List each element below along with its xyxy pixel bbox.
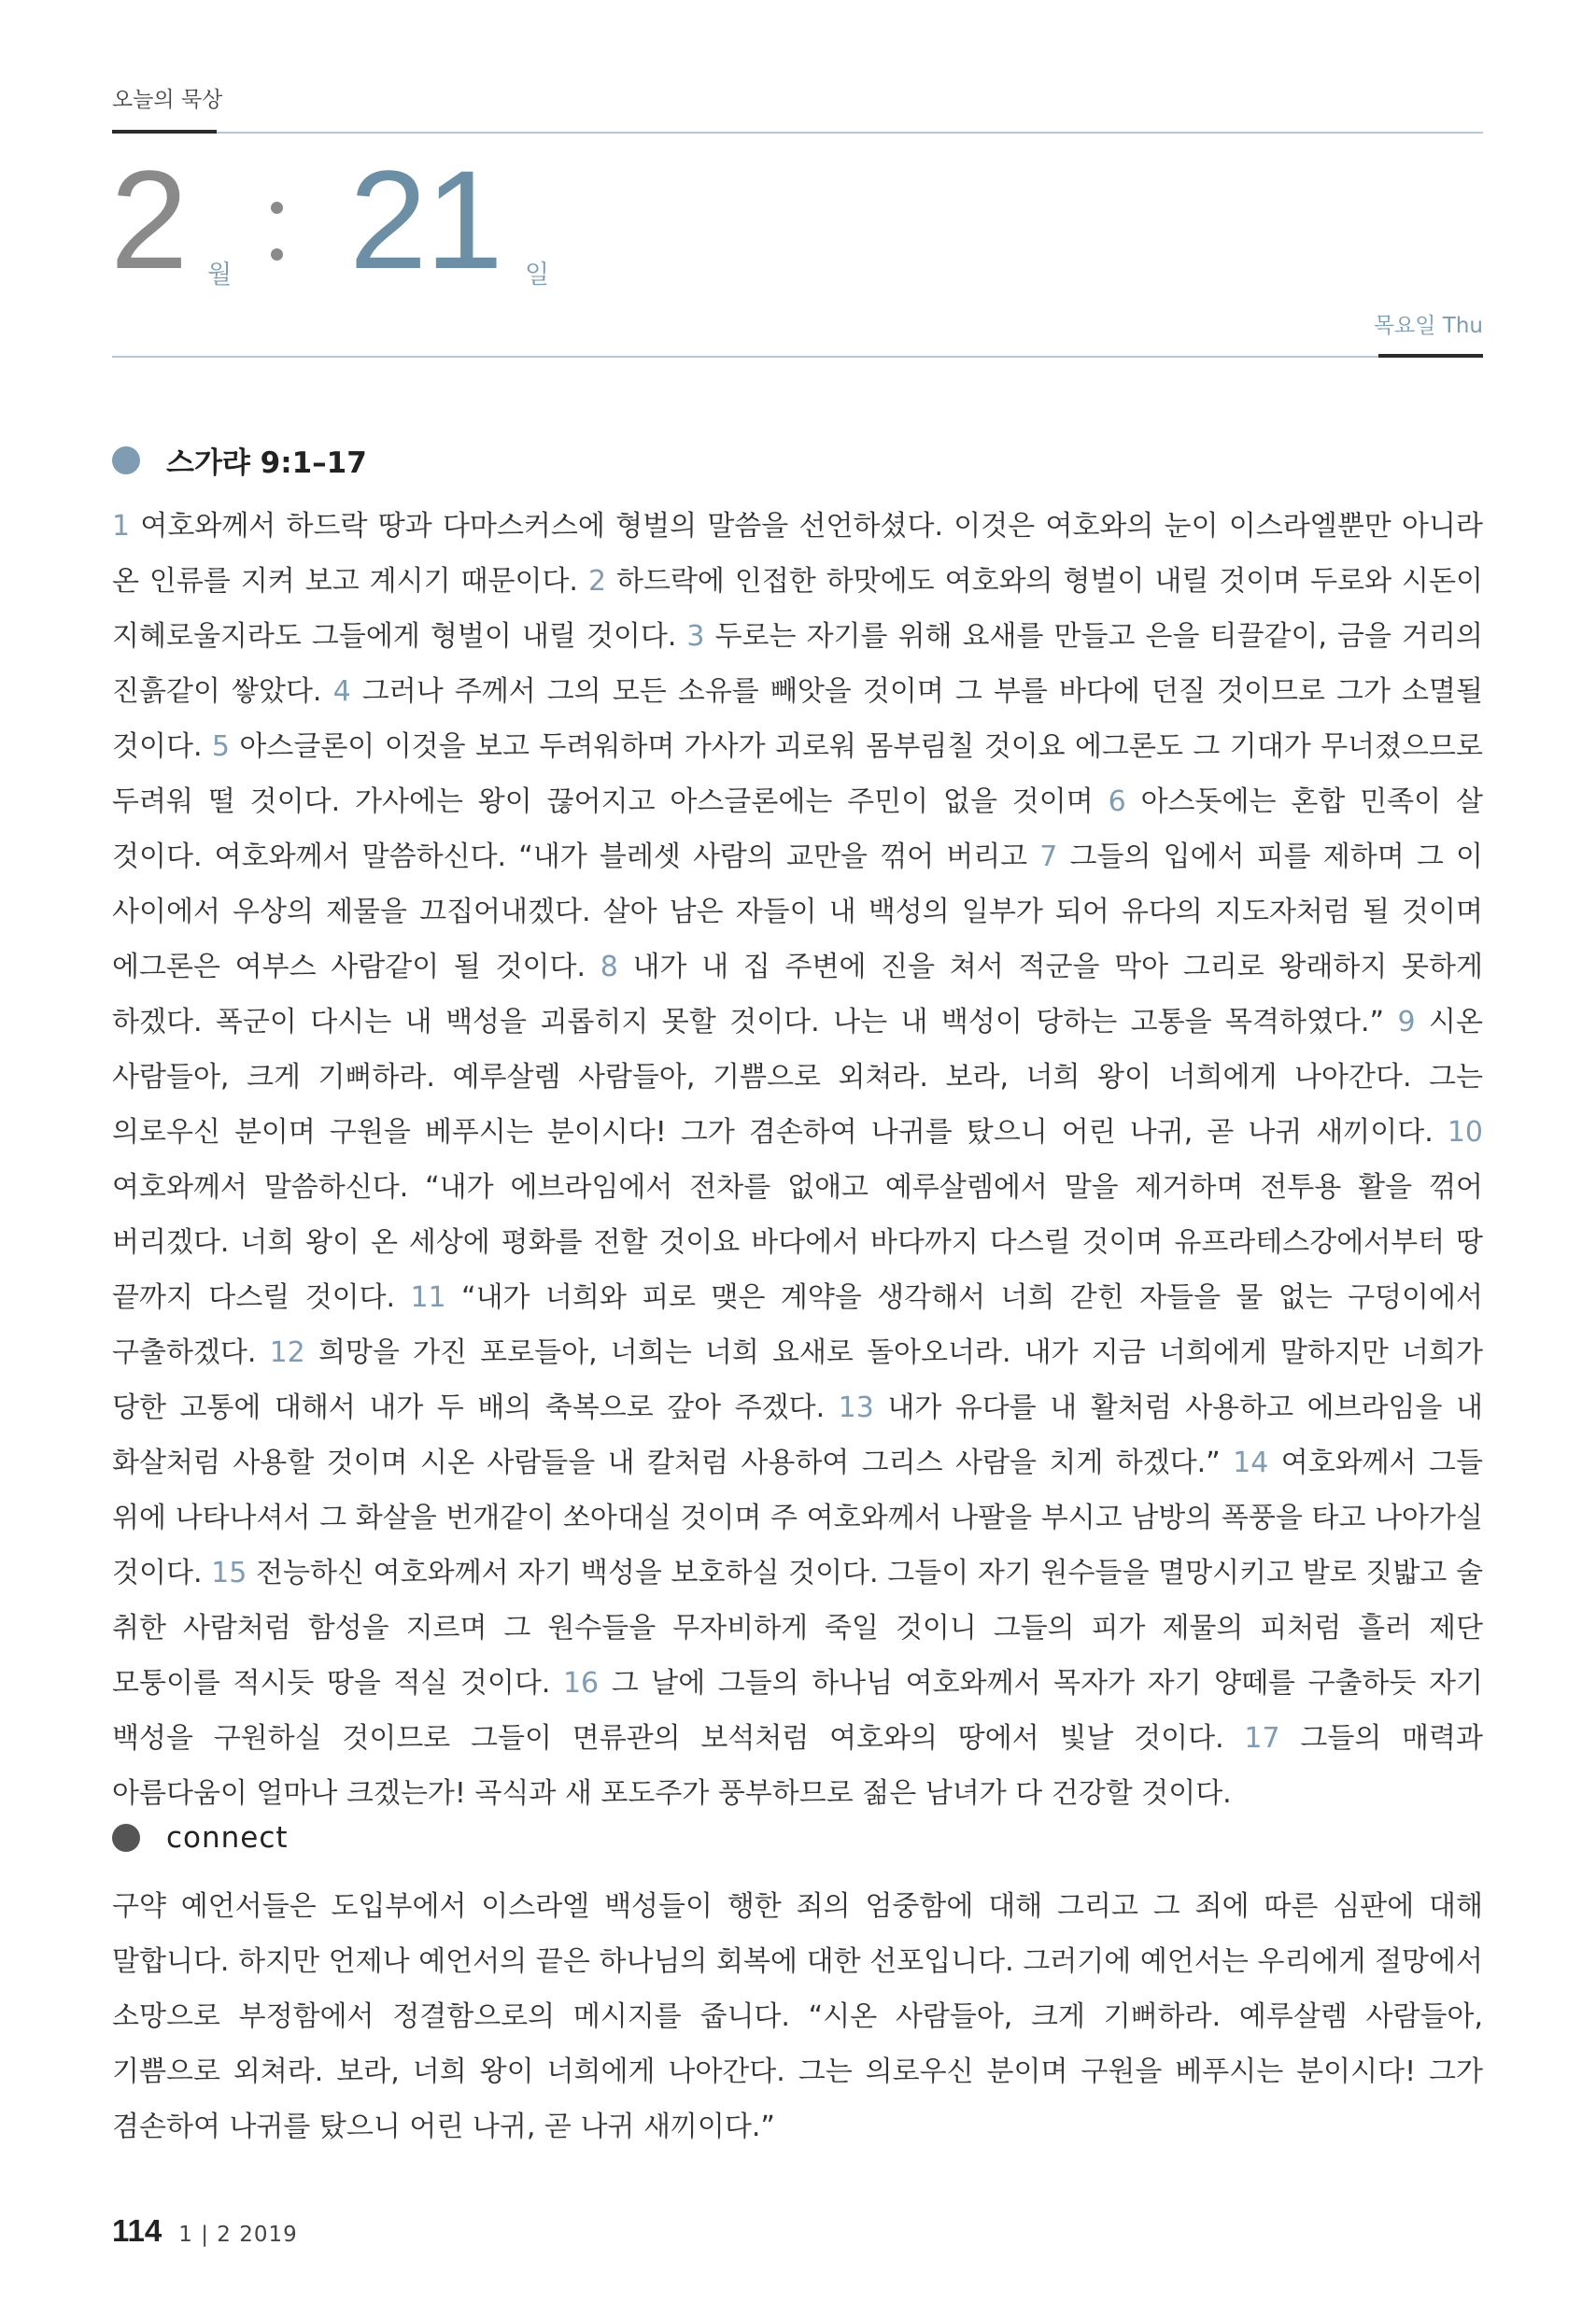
verse-text: 아스글론이 이것을 보고 두려워하며 가사가 괴로워 몸부림칠 것이요 에그론도 그 기대가 무너졌으므로 두려워 떨 것이다. 가사에는 왕이 끊어지고 아스글론에는 주민이 없을 것이며 bbox=[112, 730, 1483, 818]
bullet-dot-icon bbox=[112, 446, 140, 474]
month-number: 2 bbox=[110, 141, 187, 298]
verse-number: 12 bbox=[269, 1336, 305, 1369]
verse-number: 11 bbox=[410, 1281, 446, 1314]
verse-number: 9 bbox=[1397, 1006, 1416, 1038]
day-number: 21 bbox=[349, 141, 501, 298]
date-colon bbox=[271, 196, 284, 271]
verse-number: 7 bbox=[1039, 840, 1058, 873]
verse-text: 아스돗에는 혼합 민족이 살 것이다. 여호와께서 말씀하신다. “내가 블레셋 사람의 교만을 꺾어 버리고 bbox=[112, 785, 1483, 873]
verse-text: 여호와께서 하드락 땅과 다마스커스에 형벌의 말씀을 선언하셨다. 이것은 여호와의 눈이 이스라엘뿐만 아니라 온 인류를 지켜 보고 계시기 때문이다. bbox=[112, 510, 1483, 598]
verse-text: 내가 내 집 주변에 진을 쳐서 적군을 막아 그리로 왕래하지 못하게 하겠다. 폭군이 다시는 내 백성을 괴롭히지 못할 것이다. 나는 내 백성이 당하는 고통을 목격하였다.” bbox=[112, 951, 1483, 1038]
weekday-label: 목요일 Thu bbox=[1373, 314, 1483, 338]
header-divider bbox=[112, 356, 1378, 358]
verse-text: 내가 유다를 내 활처럼 사용하고 에브라임을 내 화살처럼 사용할 것이며 시온 사람들을 내 칼처럼 사용하여 그리스 사람을 치게 하겠다.” bbox=[112, 1391, 1484, 1479]
verse-number: 15 bbox=[211, 1557, 247, 1589]
day-unit: 일 bbox=[525, 261, 550, 290]
bullet-dot-icon bbox=[112, 1824, 140, 1852]
verse-text: 시온 사람들아, 크게 기뻐하라. 예루살렘 사람들아, 기쁨으로 외쳐라. 보라, 너희 왕이 너희에게 나아간다. 그는 의로우신 분이며 구원을 베푸시는 분이시다! 그가 겸손하여 나귀를 탔으니 어린 나귀, 곧 나귀 새끼이다. bbox=[112, 1006, 1483, 1149]
verse-number: 13 bbox=[838, 1391, 874, 1424]
verse-number: 16 bbox=[562, 1667, 600, 1700]
scripture-heading bbox=[112, 439, 367, 481]
verse-text: 여호와께서 말씀하신다. “내가 에브라임에서 전차를 없애고 예루살렘에서 말을 제거하며 전투용 활을 꺾어 버리겠다. 너희 왕이 온 세상에 평화를 전할 것이요 바다에서 바다까지 다스릴 것이며 유프라테스강에서부터 땅 끝까지 다스릴 것이다. bbox=[112, 1171, 1483, 1314]
verse-number: 3 bbox=[686, 620, 705, 653]
verse-text: 그들의 매력과 아름다움이 얼마나 크겠는가! 곡식과 새 포도주가 풍부하므로 젊은 남녀가 다 건강할 것이다. bbox=[112, 1722, 1483, 1810]
issue-label: 1 | 2 2019 bbox=[178, 2223, 298, 2247]
verse-number: 6 bbox=[1108, 785, 1126, 818]
verse-text: 두로는 자기를 위해 요새를 만들고 은을 티끌같이, 금을 거리의 진흙같이 쌓았다. bbox=[112, 620, 1484, 708]
connect-text: 구약 예언서들은 도입부에서 이스라엘 백성들이 행한 죄의 엄중함에 대해 그리고 그 죄에 따른 심판에 대해 말합니다. 하지만 언제나 예언서의 끝은 하나님의 회복에 대한 선포입니다. 그러기에 예언서는 우리에게 절망에서 소망으로 부정함에서 정결함으로의 메시지를 줍니다. “시온 사람들아, 크게 기뻐하라. 예루살렘 사람들아, 기쁨으로 외쳐라. 보라, 너희 왕이 너희에게 나아간다. 그는 의로우신 분이며 구원을 베푸시는 분이시다! 그가 겸손하여 나귀를 탔으니 어린 나귀, 곧 나귀 새끼이다.” bbox=[112, 1890, 1483, 2143]
verse-text: 그 날에 그들의 하나님 여호와께서 목자가 자기 양떼를 구출하듯 자기 백성을 구원하실 것이므로 그들이 면류관의 보석처럼 여호와의 땅에서 빛날 것이다. bbox=[112, 1667, 1483, 1755]
verse-number: 4 bbox=[332, 675, 351, 708]
verse-text: 그들의 입에서 피를 제하며 그 이 사이에서 우상의 제물을 끄집어내겠다. 살아 남은 자들이 내 백성의 일부가 되어 유다의 지도자처럼 될 것이며 에그론은 여부스 사람같이 될 것이다. bbox=[112, 840, 1483, 983]
scripture-reference: 스가랴 9:1–17 bbox=[166, 446, 367, 480]
month-unit: 월 bbox=[207, 261, 233, 290]
connect-heading bbox=[112, 1821, 289, 1855]
verse-text: 그러나 주께서 그의 모든 소유를 빼앗을 것이며 그 부를 바다에 던질 것이므로 그가 소멸될 것이다. bbox=[112, 675, 1483, 763]
verse-number: 2 bbox=[587, 565, 607, 598]
verse-text: 하드락에 인접한 하맛에도 여호와의 형벌이 내릴 것이며 두로와 시돈이 지혜로울지라도 그들에게 형벌이 내릴 것이다. bbox=[112, 565, 1483, 653]
page-number: 114 bbox=[112, 2213, 162, 2248]
verse-number: 5 bbox=[211, 730, 230, 763]
verse-number: 8 bbox=[600, 951, 618, 983]
weekday-underline bbox=[1378, 354, 1483, 358]
verse-number: 1 bbox=[112, 510, 131, 543]
verse-text: 여호와께서 그들 위에 나타나셔서 그 화살을 번개같이 쏘아대실 것이며 주 여호와께서 나팔을 부시고 남방의 폭풍을 타고 나아가실 것이다. bbox=[112, 1447, 1483, 1589]
verse-number: 14 bbox=[1233, 1447, 1269, 1479]
section-underline bbox=[112, 130, 217, 134]
verse-number: 17 bbox=[1244, 1722, 1280, 1755]
connect-title: connect bbox=[166, 1821, 289, 1855]
page-footer bbox=[112, 2213, 298, 2249]
verse-number: 10 bbox=[1447, 1116, 1483, 1149]
verse-text: 희망을 가진 포로들아, 너희는 너희 요새로 돌아오너라. 내가 지금 너희에게 말하지만 너희가 당한 고통에 대해서 내가 두 배의 축복으로 갚아 주겠다. bbox=[112, 1336, 1483, 1424]
section-label: 오늘의 묵상 bbox=[112, 88, 223, 112]
verse-text: 전능하신 여호와께서 자기 백성을 보호하실 것이다. 그들이 자기 원수들을 멸망시키고 발로 짓밟고 술 취한 사람처럼 함성을 지르며 그 원수들을 무자비하게 죽일 것이니 그들의 피가 제물의 피처럼 흘러 제단 모퉁이를 적시듯 땅을 적실 것이다. bbox=[112, 1557, 1483, 1700]
top-divider bbox=[217, 132, 1483, 134]
scripture-text bbox=[112, 499, 1483, 1821]
verse-text: “내가 너희와 피로 맺은 계약을 생각해서 너희 갇힌 자들을 물 없는 구덩이에서 구출하겠다. bbox=[112, 1281, 1483, 1369]
